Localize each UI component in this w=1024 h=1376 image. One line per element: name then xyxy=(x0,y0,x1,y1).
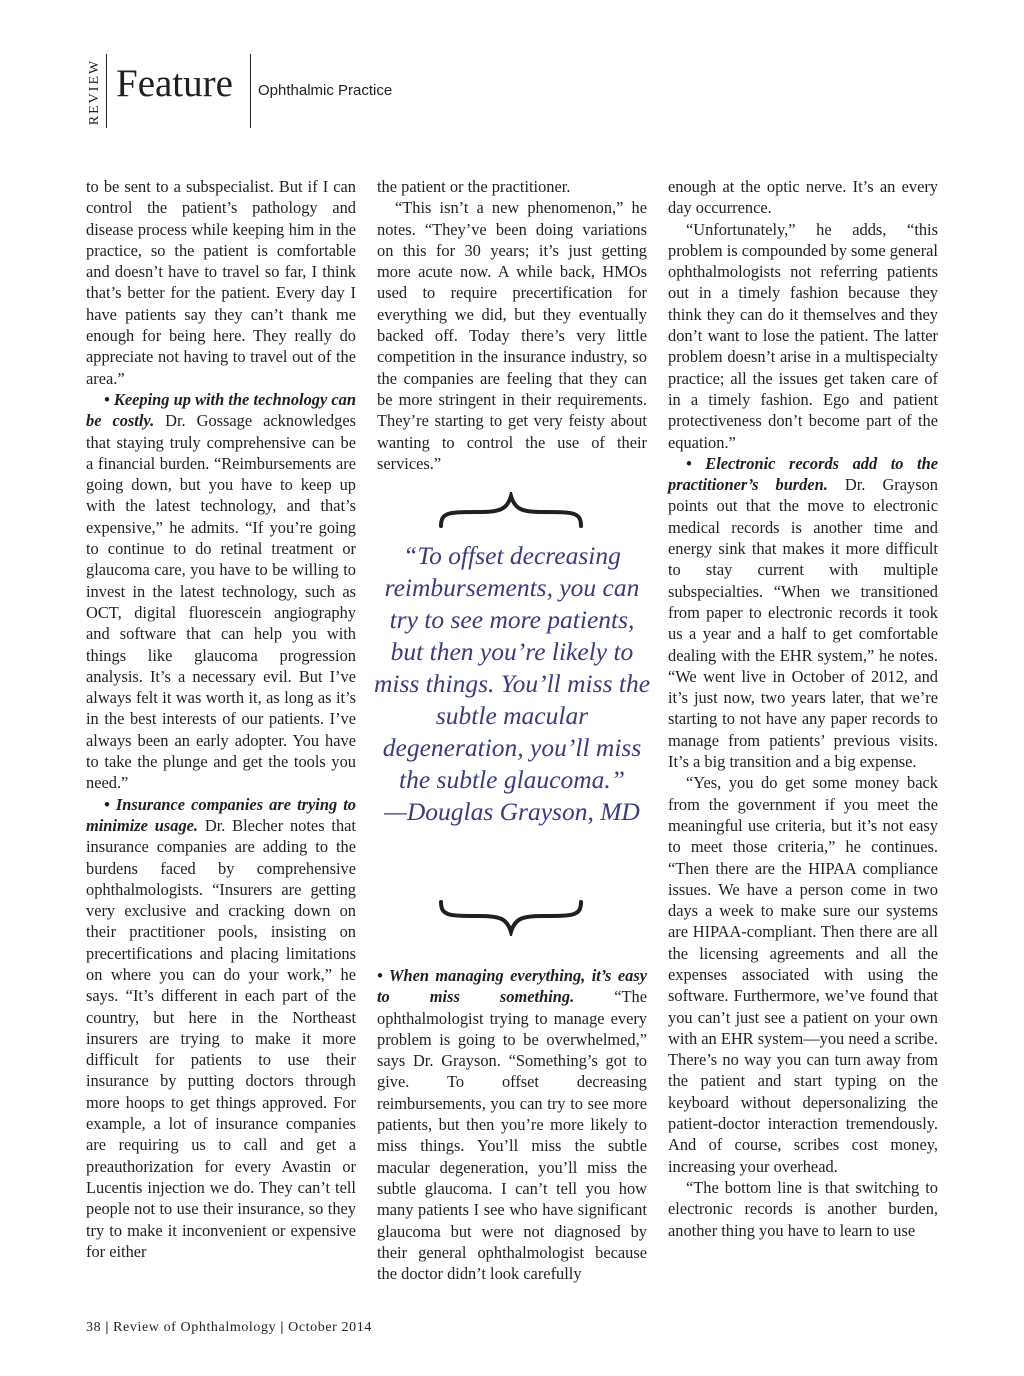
column-2-lower xyxy=(377,965,647,1284)
column-1 xyxy=(86,176,356,1262)
paragraph: “The bottom line is that switching to electronic records is another burden, another thing you have to learn to use xyxy=(668,1177,938,1240)
footer-separator: | xyxy=(105,1320,114,1335)
publication-name: Review of Ophthalmology xyxy=(113,1320,277,1335)
bullet-heading: • When managing everything, it’s easy to miss something. xyxy=(377,966,647,1007)
paragraph: “Unfortunately,” he adds, “this problem is compounded by some general ophthalmologists not referring patients out in a timely fashion because they think they can do it themselves and they don’t want to lose the patient. The latter problem doesn’t arise in a multispecialty practice; all the issues get taken care of in a timely fashion. Ego and patient protectiveness don’t become part of the equation.” xyxy=(668,219,938,452)
bullet-heading: • Insurance companies are trying to minimize usage. xyxy=(86,794,356,835)
bullet-heading: • Keeping up with the technology can be costly. xyxy=(86,389,356,431)
bullet-body: Dr. Grayson points out that the move to electronic medical records is another time and energy sink that makes it more difficult to stay current with multiple subspecialties. “When we transitioned from paper to electronic records it took us a year and a half to get comfortable dealing with the EHR system,” he notes. “We went live in October of 2012, and it’s just now, two years later, that we’re starting to not have any paper records to manage from patients’ previous visits. It’s a big transition and a big expense. xyxy=(668,475,938,772)
pull-quote xyxy=(373,490,651,940)
paragraph: “This isn’t a new phenomenon,” he notes. “They’ve been doing variations on this for 30 years; it’s just getting more acute now. A while back, HMOs used to require precertification for everything we did, but they eventually backed off. Today there’s very little competition in the insurance industry, so the companies are feeling that they can be more stringent in their requirements. They’re starting to get very feisty about wanting to control the use of their services.” xyxy=(377,198,647,473)
brace-bottom-icon xyxy=(439,900,583,936)
footer-separator: | xyxy=(280,1320,289,1335)
page-number: 38 xyxy=(86,1320,102,1335)
paragraph: to be sent to a subspecialist. But if I can control the patient’s pathology and disease process while keeping him in the practice, so the patient is comfortable and doesn’t have to travel so far, I think that’s better for the patient. Every day I have patients say they can’t thank me enough for being here. They really do appreciate not having to travel out of the area.” xyxy=(86,177,356,388)
bullet-heading: • Electronic records add to the practitioner’s burden. xyxy=(668,453,938,495)
pull-quote-body: “To offset decreasing reimbursements, you can try to see more patients, but then you’re likely to miss things. You’ll miss the subtle macular degeneration, you’ll miss the subtle glaucoma.” xyxy=(373,541,651,794)
review-label xyxy=(84,58,104,128)
section-name: Ophthalmic Practice xyxy=(258,82,393,99)
page-footer xyxy=(86,1320,372,1336)
bullet-body: Dr. Gossage acknowledges that staying truly comprehensive can be a financial burden. “Reimbursements are going down, but you have to keep up with the latest technology, and that’s expensive,” he admits. “If you’re going to continue to do retinal treatment or glaucoma care, you have to be willing to invest in the latest technology, such as OCT, digital fluorescein angiography and software that can help you with things like glaucoma progression analysis. It’s a necessary evil. But I’ve always felt it was worth it, as long as it’s in the best interests of our patients. I’ve always been an early adopter. You have to take the plunge and get the tools you need.” xyxy=(86,411,356,793)
review-text: REVIEW xyxy=(87,58,103,126)
bullet-body: “The ophthalmologist trying to manage every problem is going to be overwhelmed,” says Dr. Grayson. “Something’s got to give. To offset decreasing reimbursements, you can try to see more patients, but then you’re more likely to miss things. You’ll miss the subtle macular degeneration, you’ll miss the subtle glaucoma. I can’t tell you how many patients I see who have significant glaucoma but were not diagnosed by their general ophthalmologist because the doctor didn’t look carefully xyxy=(377,987,647,1284)
paragraph: enough at the optic nerve. It’s an every day occurrence. xyxy=(668,177,938,218)
bullet-paragraph xyxy=(377,965,647,1284)
paragraph: “Yes, you do get some money back from the government if you meet the meaningful use criteria, but it’s not easy to meet those criteria,” he continues. “Then there are the HIPAA compliance issues. We have a person come in two days a week to make sure our systems are HIPAA-compliant. Then there are all the licensing agreements and all the expenses associated with using the software. Furthermore, we’ve found that you can’t just see a patient on your own with an EHR system—you need a scribe. There’s no way you can turn away from the patient and start typing on the keyboard without depersonalizing the patient-doctor interaction tremendously. And of course, scribes cost money, increasing your overhead. xyxy=(668,773,938,1176)
paragraph: the patient or the practitioner. xyxy=(377,177,571,196)
pull-quote-text xyxy=(373,540,651,828)
column-2 xyxy=(377,176,647,474)
pull-quote-attribution: —Douglas Grayson, MD xyxy=(384,797,640,826)
column-3 xyxy=(668,176,938,1241)
feature-title: Feature xyxy=(116,62,233,105)
bullet-body: Dr. Blecher notes that insurance companies are adding to the burdens faced by comprehensive ophthalmologists. “Insurers are getting very exclusive and cracking down on their practitioner pools, insisting on precertifications and placing limitations on where you can do your work,” he says. “It’s different in each part of the country, but here in the Northeast insurers are trying to make it more difficult for patients to use their insurance by putting doctors through more hoops to get things approved. For example, a lot of insurance companies are requiring us to call and get a preauthorization for every Avastin or Lucentis injection we do. They can’t tell people not to use their insurance, so they try to make it inconvenient or expensive for either xyxy=(86,815,356,1261)
bullet-paragraph xyxy=(668,453,938,772)
bullet-paragraph xyxy=(86,794,356,1263)
header-divider xyxy=(250,54,251,128)
header-divider xyxy=(106,54,107,128)
bullet-paragraph xyxy=(86,389,356,794)
issue-date: October 2014 xyxy=(288,1320,372,1335)
brace-top-icon xyxy=(439,492,583,528)
